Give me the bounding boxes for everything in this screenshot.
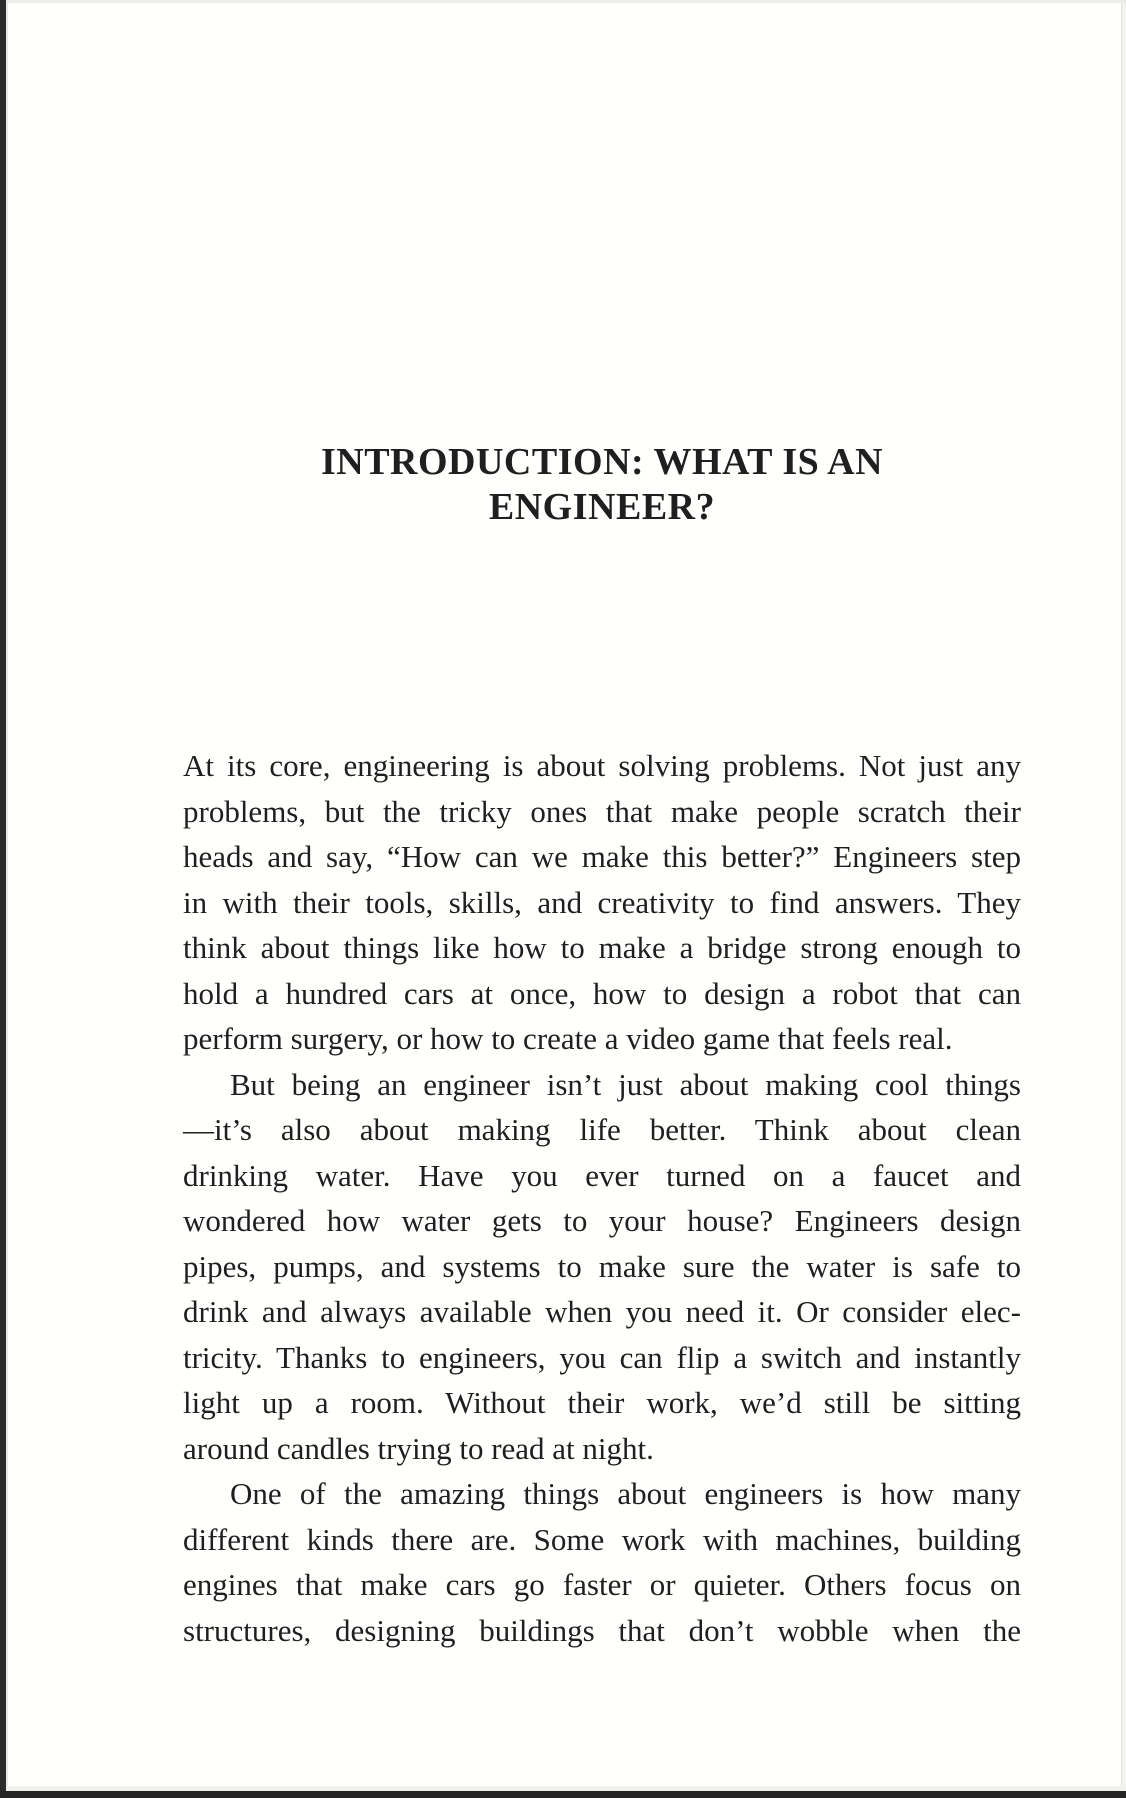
text-line: think about things like how to make a bridge strong enough to bbox=[183, 930, 1021, 965]
text-line: around candles trying to read at night. bbox=[183, 1430, 654, 1466]
book-page[interactable] bbox=[8, 3, 1121, 1786]
text-line: drink and always available when you need it. Or consider elec- bbox=[183, 1294, 1021, 1329]
text-line: drinking water. Have you ever turned on a faucet and bbox=[183, 1157, 1021, 1193]
chapter-title-line: ENGINEER? bbox=[488, 486, 716, 528]
text-line: perform surgery, or how to create a video game that feels real. bbox=[183, 1021, 953, 1056]
page-right-seam bbox=[1121, 3, 1126, 1791]
text-line: problems, but the tricky ones that make people scratch their bbox=[183, 793, 1021, 829]
paragraph bbox=[183, 743, 1021, 1062]
chapter-title-line: INTRODUCTION: WHAT IS AN bbox=[320, 441, 884, 483]
text-line: different kinds there are. Some work with machines, building bbox=[183, 1521, 1021, 1557]
body-text bbox=[183, 743, 1021, 1653]
chapter-title bbox=[183, 440, 1021, 530]
text-line: heads and say, “How can we make this better?” Engineers step bbox=[183, 839, 1021, 874]
text-line: engines that make cars go faster or quieter. Others focus on bbox=[183, 1567, 1021, 1602]
app-chrome-bottom-edge bbox=[0, 1791, 1126, 1798]
text-line: wondered how water gets to your house? Engineers design bbox=[183, 1203, 1021, 1238]
text-line: One of the amazing things about engineers is how many bbox=[230, 1476, 1021, 1511]
text-line: structures, designing buildings that don’t wobble when the bbox=[183, 1612, 1021, 1648]
text-line: tricity. Thanks to engineers, you can flip a switch and instantly bbox=[183, 1339, 1021, 1375]
text-line: pipes, pumps, and systems to make sure the water is safe to bbox=[183, 1248, 1021, 1284]
text-line: light up a room. Without their work, we’d still be sitting bbox=[183, 1385, 1021, 1420]
text-line: in with their tools, skills, and creativity to find answers. They bbox=[183, 884, 1021, 920]
text-line: —it’s also about making life better. Think about clean bbox=[183, 1112, 1021, 1147]
page-left-seam bbox=[6, 3, 8, 1791]
page-top-seam bbox=[6, 0, 1126, 3]
text-line: But being an engineer isn’t just about making cool things bbox=[230, 1066, 1021, 1102]
text-line: hold a hundred cars at once, how to design a robot that can bbox=[183, 975, 1021, 1011]
text-line: At its core, engineering is about solving problems. Not just any bbox=[183, 748, 1021, 783]
paragraph bbox=[183, 1062, 1021, 1472]
paragraph bbox=[183, 1471, 1021, 1653]
